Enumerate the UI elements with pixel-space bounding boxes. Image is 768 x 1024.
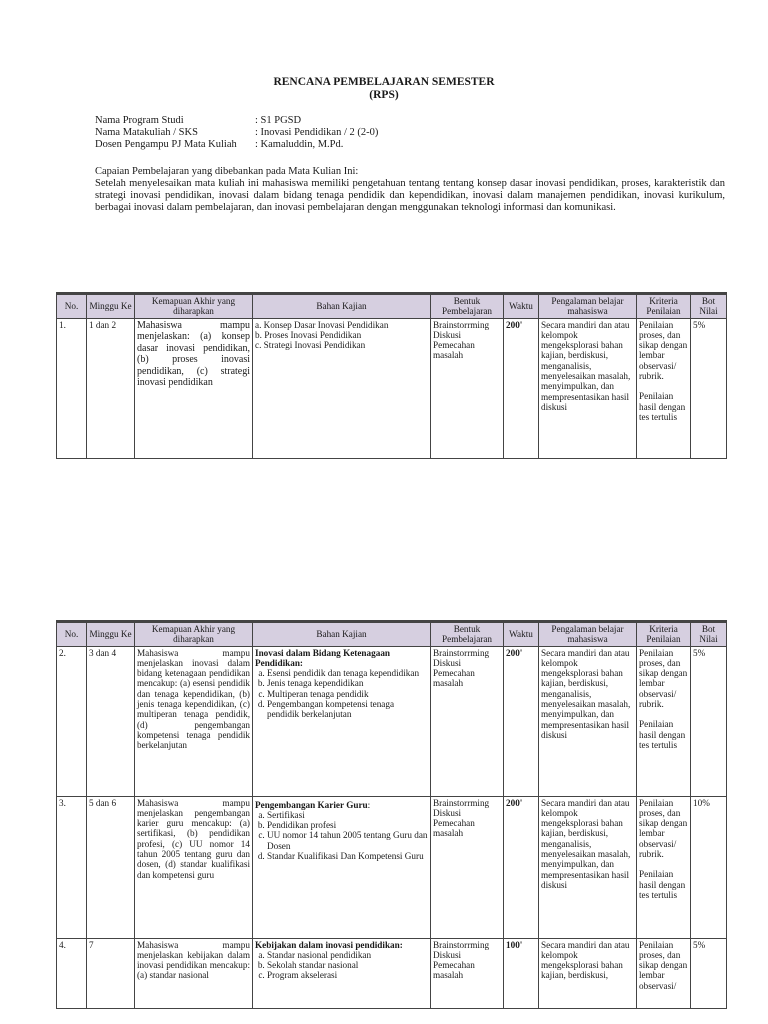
bahan-title-line xyxy=(255,800,428,810)
cell-kemampuan: Mahasiswa mampu menjelaskan inovasi dalam bidang ketenagaan pendidikan mencakup: (a) esensi pendidik dan tenaga kependidikan, (b) jenis tenaga kependidikan, (c) multiperan tenaga pendidik, (d) pengembangan kompetensi tenaga pendidik berkelanjutan xyxy=(135,646,253,796)
bahan-item: a. Konsep Dasar Inovasi Pendidikan xyxy=(255,319,389,330)
cell-pengalaman: Secara mandiri dan atau kelompok mengeksplorasi bahan kajian, berdiskusi, menganalisis, menyelesaikan masalah, menyimpulkan, dan mempresentasikan hasil diskusi xyxy=(539,646,637,796)
cell-kriteria: Penilaian proses, dan sikap dengan lembar observasi/ xyxy=(637,938,691,1008)
cell-bahan xyxy=(253,318,431,458)
cell-kemampuan: Mahasiswa mampu menjelaskan: (a) konsep dasar inovasi pendidikan, (b) proses inovasi pendidikan, (c) strategi inovasi pendidikan xyxy=(135,318,253,458)
cell-bentuk: Brainstorrming Diskusi Pemecahan masalah xyxy=(431,938,504,1008)
header-waktu: Waktu xyxy=(504,622,539,647)
cell-kriteria xyxy=(637,318,691,458)
bahan-title-suffix: : xyxy=(367,799,371,810)
table-header-row xyxy=(57,294,727,319)
bahan-item: b. Proses Inovasi Pendidikan xyxy=(255,329,362,340)
header-kriteria: Kriteria Penilaian xyxy=(637,622,691,647)
cell-no: 2. xyxy=(57,646,87,796)
document-subtitle: (RPS) xyxy=(369,89,399,101)
cell-minggu: 3 dan 4 xyxy=(87,646,135,796)
info-value: : S1 PGSD xyxy=(255,115,302,126)
header-kemampuan: Kemapuan Akhir yang diharapkan xyxy=(135,294,253,319)
info-value: : Kamaluddin, M.Pd. xyxy=(255,139,344,150)
cell-kriteria xyxy=(637,646,691,796)
header-bahan: Bahan Kajian xyxy=(253,622,431,647)
cell-pengalaman: Secara mandiri dan atau kelompok mengeksplorasi bahan kajian, berdiskusi, xyxy=(539,938,637,1008)
table-row xyxy=(57,318,727,458)
info-row-lecturer xyxy=(95,139,378,151)
cell-bentuk: Brainstorrming Diskusi Pemecahan masalah xyxy=(431,796,504,938)
info-row-course xyxy=(95,127,378,139)
kriteria-proses: Penilaian proses, dan sikap dengan lembar observasi/ rubrik. xyxy=(639,647,688,710)
bahan-item: c. UU nomor 14 tahun 2005 tentang Guru dan Dosen xyxy=(267,830,428,851)
kriteria-proses: Penilaian proses, dan sikap dengan lembar observasi/ rubrik. xyxy=(639,319,688,382)
table-row xyxy=(57,938,727,1008)
cell-minggu: 5 dan 6 xyxy=(87,796,135,938)
header-no: No. xyxy=(57,622,87,647)
course-info xyxy=(95,115,378,151)
cell-bahan xyxy=(253,796,431,938)
kriteria-hasil: Penilaian hasil dengan tes tertulis xyxy=(639,719,686,750)
bahan-title: Pengembangan Karier Guru xyxy=(255,799,368,810)
header-pengalaman: Pengalaman belajar mahasiswa xyxy=(539,622,637,647)
bahan-item: c. Strategi Inovasi Pendidikan xyxy=(255,340,366,351)
bahan-list xyxy=(255,810,428,861)
cell-no: 3. xyxy=(57,796,87,938)
bahan-title: Inovasi dalam Bidang Ketenagaan Pendidikan: xyxy=(255,647,391,668)
cell-pengalaman: Secara mandiri dan atau kelompok mengeksplorasi bahan kajian, berdiskusi, menganalisis, menyelesaikan masalah, menyimpulkan, dan mempresentasikan hasil diskusi xyxy=(539,796,637,938)
bahan-item: a. Sertifikasi xyxy=(267,810,428,820)
cell-bentuk: Brainstorrming Diskusi Pemecahan masalah xyxy=(431,646,504,796)
bahan-item: d. Pengembangan kompetensi tenaga pendidik berkelanjutan xyxy=(267,699,428,720)
bahan-item: a. Standar nasional pendidikan xyxy=(267,950,428,960)
bahan-item: b. Jenis tenaga kependidikan xyxy=(267,678,428,688)
info-value: : Inovasi Pendidikan / 2 (2-0) xyxy=(255,127,379,138)
cell-bahan xyxy=(253,938,431,1008)
bahan-item: d. Standar Kualifikasi Dan Kompetensi Guru xyxy=(267,851,428,861)
header-bentuk: Bentuk Pembelajaran xyxy=(431,294,504,319)
header-waktu: Waktu xyxy=(504,294,539,319)
cell-waktu: 200' xyxy=(504,796,539,938)
cell-waktu: 200' xyxy=(504,318,539,458)
kriteria-hasil: Penilaian hasil dengan tes tertulis xyxy=(639,391,686,422)
cell-pengalaman: Secara mandiri dan atau kelompok mengeksplorasi bahan kajian, berdiskusi, menganalisis, menyelesaikan masalah, menyimpulkan, dan mempresentasikan hasil diskusi xyxy=(539,318,637,458)
cell-kriteria xyxy=(637,796,691,938)
rps-table-2 xyxy=(56,620,727,1009)
cell-no: 1. xyxy=(57,318,87,458)
bahan-item: a. Esensi pendidik dan tenaga kependidikan xyxy=(267,668,428,678)
cell-no: 4. xyxy=(57,938,87,1008)
cell-kemampuan: Mahasiswa mampu menjelaskan kebijakan dalam inovasi pendidikan mencakup: (a) standar nasional xyxy=(135,938,253,1008)
cell-waktu: 200' xyxy=(504,646,539,796)
header-minggu: Minggu Ke xyxy=(87,622,135,647)
cell-bot: 5% xyxy=(691,938,727,1008)
header-minggu: Minggu Ke xyxy=(87,294,135,319)
header-no: No. xyxy=(57,294,87,319)
bahan-item: c. Multiperan tenaga pendidik xyxy=(267,689,428,699)
kriteria-hasil: Penilaian hasil dengan tes tertulis xyxy=(639,869,686,900)
table-row xyxy=(57,796,727,938)
info-row-program xyxy=(95,115,378,127)
header-bot: Bot Nilai xyxy=(691,622,727,647)
header-bentuk: Bentuk Pembelajaran xyxy=(431,622,504,647)
learning-outcome-heading: Capaian Pembelajaran yang dibebankan pada Mata Kulian Ini: xyxy=(95,166,359,177)
bahan-title: Kebijakan dalam inovasi pendidikan: xyxy=(255,939,403,950)
cell-kemampuan: Mahasiswa mampu menjelaskan pengembangan karier guru mencakup: (a) sertifikasi, (b) pendidikan profesi, (c) UU nomor 14 tahun 2005 tentang guru dan dosen, (d) standar kualifikasi dan kompetensi guru xyxy=(135,796,253,938)
header-pengalaman: Pengalaman belajar mahasiswa xyxy=(539,294,637,319)
bahan-item: b. Sekolah standar nasional xyxy=(267,960,428,970)
table-header-row xyxy=(57,622,727,647)
header-kemampuan: Kemapuan Akhir yang diharapkan xyxy=(135,622,253,647)
cell-minggu: 1 dan 2 xyxy=(87,318,135,458)
kriteria-proses: Penilaian proses, dan sikap dengan lembar observasi/ rubrik. xyxy=(639,797,688,860)
bahan-list xyxy=(255,668,428,719)
rps-table-1 xyxy=(56,292,727,459)
info-label: Nama Matakuliah / SKS xyxy=(95,127,198,138)
header-bot: Bot Nilai xyxy=(691,294,727,319)
header-bahan: Bahan Kajian xyxy=(253,294,431,319)
bahan-list xyxy=(255,950,428,981)
document-title: RENCANA PEMBELAJARAN SEMESTER xyxy=(273,76,495,88)
cell-bot: 5% xyxy=(691,318,727,458)
cell-bahan xyxy=(253,646,431,796)
cell-minggu: 7 xyxy=(87,938,135,1008)
info-label: Nama Program Studi xyxy=(95,115,184,126)
bahan-item: c. Program akselerasi xyxy=(267,970,428,980)
cell-waktu: 100' xyxy=(504,938,539,1008)
learning-outcome xyxy=(95,166,725,214)
header-kriteria: Kriteria Penilaian xyxy=(637,294,691,319)
cell-bot: 10% xyxy=(691,796,727,938)
learning-outcome-body: Setelah menyelesaikan mata kuliah ini mahasiswa memiliki pengetahuan tentang tentang konsep dasar inovasi pendidikan, proses, karakteristik dan strategi inovasi pendidikan, inovasi dalam bidang tenaga pendidik dan kependidikan, inovasi dalam manajemen pendidikan, inovasi kurikulum, berbagai inovasi dalam pembelajaran, dan inovasi pembelajaran dengan menggunakan teknologi informasi dan komunikasi. xyxy=(95,178,725,213)
info-label: Dosen Pengampu PJ Mata Kuliah xyxy=(95,139,237,150)
cell-bot: 5% xyxy=(691,646,727,796)
table-row xyxy=(57,646,727,796)
cell-bentuk: Brainstorrming Diskusi Pemecahan masalah xyxy=(431,318,504,458)
bahan-item: b. Pendidikan profesi xyxy=(267,820,428,830)
